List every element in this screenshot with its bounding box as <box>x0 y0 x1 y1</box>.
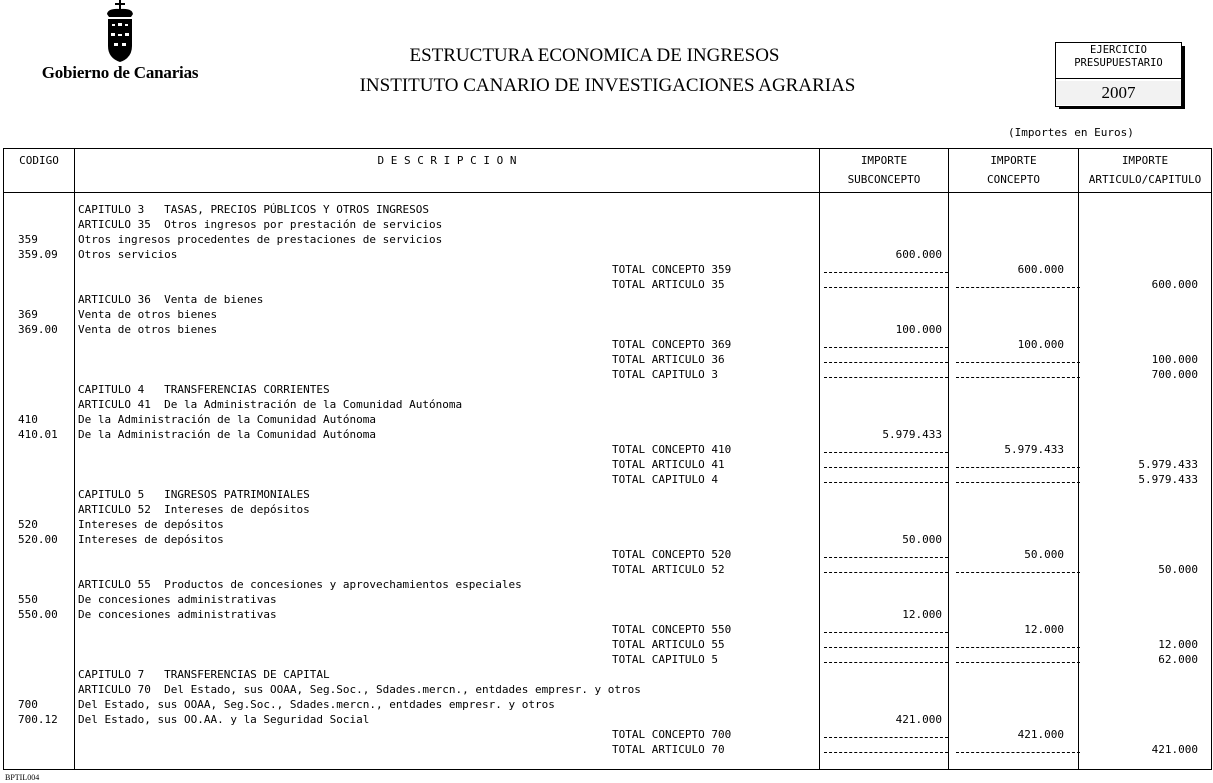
ejercicio-label-line2: PRESUPUESTARIO <box>1074 57 1163 69</box>
row-description: De la Administración de la Comunidad Autónoma <box>78 413 377 426</box>
table-row <box>4 217 1211 232</box>
table-row <box>4 622 1211 637</box>
row-total-label: TOTAL ARTICULO 52 <box>612 563 725 576</box>
row-description: De concesiones administrativas <box>78 593 277 606</box>
table-row <box>4 517 1211 532</box>
dashed-rule <box>824 572 948 573</box>
table-row <box>4 472 1211 487</box>
row-description: Otros ingresos procedentes de prestaciones de servicios <box>78 233 443 246</box>
table-row <box>4 322 1211 337</box>
row-importe-concepto: 50.000 <box>1024 548 1064 561</box>
row-importe-articulo: 5.979.433 <box>1138 473 1198 486</box>
row-code: 359 <box>18 233 38 246</box>
row-total-label: TOTAL ARTICULO 41 <box>612 458 725 471</box>
row-code: 550.00 <box>18 608 58 621</box>
header-sub-line1: IMPORTE <box>860 154 908 167</box>
row-description: De concesiones administrativas <box>78 608 277 621</box>
table-row <box>4 367 1211 382</box>
row-importe-concepto: 12.000 <box>1024 623 1064 636</box>
dashed-rule <box>824 452 948 453</box>
dashed-rule <box>956 662 1080 663</box>
logo-text: Gobierno de Canarias <box>41 63 199 82</box>
ejercicio-year: 2007 <box>1056 81 1181 105</box>
row-total-label: TOTAL CONCEPTO 550 <box>612 623 732 636</box>
dashed-rule <box>956 482 1080 483</box>
row-description: ARTICULO 35 Otros ingresos por prestación de servicios <box>78 218 443 231</box>
row-importe-articulo: 100.000 <box>1151 353 1198 366</box>
ejercicio-label-line1: EJERCICIO <box>1090 44 1147 56</box>
row-description: Venta de otros bienes <box>78 308 218 321</box>
header-con-line2: CONCEPTO <box>987 173 1040 186</box>
table-row <box>4 352 1211 367</box>
table-row <box>4 547 1211 562</box>
row-importe-articulo: 700.000 <box>1151 368 1198 381</box>
dashed-rule <box>824 362 948 363</box>
table-row <box>4 442 1211 457</box>
row-importe-concepto: 421.000 <box>1017 728 1064 741</box>
row-code: 359.09 <box>18 248 58 261</box>
income-table <box>3 148 1212 770</box>
row-description: Intereses de depósitos <box>78 533 224 546</box>
table-row <box>4 247 1211 262</box>
dashed-rule <box>956 572 1080 573</box>
row-description: Otros servicios <box>78 248 178 261</box>
header-divider <box>4 192 1211 193</box>
table-row <box>4 427 1211 442</box>
row-code: 369.00 <box>18 323 58 336</box>
table-row <box>4 532 1211 547</box>
row-total-label: TOTAL CAPITULO 5 <box>612 653 718 666</box>
dashed-rule <box>956 377 1080 378</box>
row-code: 700 <box>18 698 38 711</box>
box-shadow-bottom <box>1059 107 1185 109</box>
header-art-line2: ARTICULO/CAPITULO <box>1088 173 1202 186</box>
row-total-label: TOTAL ARTICULO 36 <box>612 353 725 366</box>
dashed-rule <box>824 482 948 483</box>
table-row <box>4 577 1211 592</box>
table-row <box>4 232 1211 247</box>
dashed-rule <box>824 377 948 378</box>
row-description: CAPITULO 7 TRANSFERENCIAS DE CAPITAL <box>78 668 330 681</box>
row-importe-articulo: 62.000 <box>1158 653 1198 666</box>
row-importe-subconcepto: 5.979.433 <box>882 428 942 441</box>
row-description: Intereses de depósitos <box>78 518 224 531</box>
row-importe-articulo: 12.000 <box>1158 638 1198 651</box>
table-row <box>4 307 1211 322</box>
row-description: Del Estado, sus OOAA, Seg.Soc., Sdades.mercn., entdades empresr. y otros <box>78 698 555 711</box>
dashed-rule <box>824 467 948 468</box>
row-importe-articulo: 50.000 <box>1158 563 1198 576</box>
row-importe-subconcepto: 600.000 <box>895 248 942 261</box>
table-row <box>4 202 1211 217</box>
row-code: 700.12 <box>18 713 58 726</box>
dashed-rule <box>824 752 948 753</box>
dashed-rule <box>824 737 948 738</box>
header-con-line1: IMPORTE <box>990 154 1037 167</box>
table-row <box>4 667 1211 682</box>
row-importe-articulo: 421.000 <box>1151 743 1198 756</box>
header-importe-concepto <box>949 151 1078 189</box>
header-art-line1: IMPORTE <box>1121 154 1169 167</box>
row-total-label: TOTAL CONCEPTO 700 <box>612 728 732 741</box>
dashed-rule <box>956 647 1080 648</box>
table-row <box>4 562 1211 577</box>
row-importe-subconcepto: 421.000 <box>895 713 942 726</box>
row-description: CAPITULO 3 TASAS, PRECIOS PÚBLICOS Y OTROS INGRESOS <box>78 203 429 216</box>
row-description: ARTICULO 55 Productos de concesiones y aprovechamientos especiales <box>78 578 522 591</box>
row-importe-concepto: 100.000 <box>1017 338 1064 351</box>
row-description: Del Estado, sus OO.AA. y la Seguridad Social <box>78 713 370 726</box>
row-description: CAPITULO 4 TRANSFERENCIAS CORRIENTES <box>78 383 330 396</box>
dashed-rule <box>824 662 948 663</box>
row-total-label: TOTAL CONCEPTO 359 <box>612 263 732 276</box>
ejercicio-box <box>1055 42 1182 107</box>
row-code: 369 <box>18 308 38 321</box>
table-row <box>4 397 1211 412</box>
table-row <box>4 607 1211 622</box>
row-importe-concepto: 5.979.433 <box>1004 443 1064 456</box>
row-total-label: TOTAL CONCEPTO 369 <box>612 338 732 351</box>
table-row <box>4 487 1211 502</box>
row-importe-articulo: 5.979.433 <box>1138 458 1198 471</box>
table-row <box>4 742 1211 757</box>
header-descripcion: D E S C R I P C I O N <box>377 154 517 167</box>
ejercicio-divider <box>1056 78 1181 79</box>
table-row <box>4 682 1211 697</box>
row-total-label: TOTAL ARTICULO 35 <box>612 278 725 291</box>
row-importe-concepto: 600.000 <box>1017 263 1064 276</box>
row-importe-subconcepto: 100.000 <box>895 323 942 336</box>
row-description: De la Administración de la Comunidad Autónoma <box>78 428 377 441</box>
row-code: 520.00 <box>18 533 58 546</box>
footer-code: BPTIL004 <box>5 773 40 782</box>
row-total-label: TOTAL CONCEPTO 410 <box>612 443 732 456</box>
row-importe-subconcepto: 12.000 <box>902 608 942 621</box>
table-row <box>4 637 1211 652</box>
row-importe-articulo: 600.000 <box>1151 278 1198 291</box>
table-row <box>4 592 1211 607</box>
dashed-rule <box>956 287 1080 288</box>
header-importe-subconcepto <box>820 151 948 189</box>
row-code: 410.01 <box>18 428 58 441</box>
table-row <box>4 457 1211 472</box>
dashed-rule <box>824 632 948 633</box>
ejercicio-label <box>1056 44 1181 70</box>
box-shadow-right <box>1182 46 1185 109</box>
row-total-label: TOTAL CAPITULO 4 <box>612 473 718 486</box>
row-description: ARTICULO 70 Del Estado, sus OOAA, Seg.Soc., Sdades.mercn., entdades empresr. y otros <box>78 683 641 696</box>
row-total-label: TOTAL CONCEPTO 520 <box>612 548 732 561</box>
table-row <box>4 697 1211 712</box>
row-code: 520 <box>18 518 38 531</box>
row-description: Venta de otros bienes <box>78 323 218 336</box>
dashed-rule <box>956 752 1080 753</box>
row-description: CAPITULO 5 INGRESOS PATRIMONIALES <box>78 488 310 501</box>
row-code: 410 <box>18 413 38 426</box>
dashed-rule <box>824 557 948 558</box>
row-importe-subconcepto: 50.000 <box>902 533 942 546</box>
row-total-label: TOTAL ARTICULO 70 <box>612 743 725 756</box>
page-subtitle: INSTITUTO CANARIO DE INVESTIGACIONES AGRARIAS <box>359 75 856 96</box>
dashed-rule <box>824 272 948 273</box>
header-codigo: CODIGO <box>19 154 59 167</box>
header-sub-line2: SUBCONCEPTO <box>847 173 921 186</box>
table-row <box>4 337 1211 352</box>
row-code: 550 <box>18 593 38 606</box>
dashed-rule <box>824 347 948 348</box>
row-description: ARTICULO 41 De la Administración de la Comunidad Autónoma <box>78 398 463 411</box>
table-row <box>4 292 1211 307</box>
table-row <box>4 727 1211 742</box>
table-row <box>4 502 1211 517</box>
table-row <box>4 652 1211 667</box>
row-description: ARTICULO 36 Venta de bienes <box>78 293 264 306</box>
row-total-label: TOTAL CAPITULO 3 <box>612 368 718 381</box>
dashed-rule <box>824 647 948 648</box>
dashed-rule <box>956 362 1080 363</box>
table-row <box>4 277 1211 292</box>
units-note: (Importes en Euros) <box>1008 126 1134 139</box>
table-row <box>4 412 1211 427</box>
table-row <box>4 712 1211 727</box>
table-row <box>4 382 1211 397</box>
dashed-rule <box>824 287 948 288</box>
table-row <box>4 262 1211 277</box>
header-importe-articulo <box>1079 151 1211 189</box>
row-total-label: TOTAL ARTICULO 55 <box>612 638 725 651</box>
row-description: ARTICULO 52 Intereses de depósitos <box>78 503 310 516</box>
dashed-rule <box>956 467 1080 468</box>
page-title: ESTRUCTURA ECONOMICA DE INGRESOS <box>409 45 780 66</box>
